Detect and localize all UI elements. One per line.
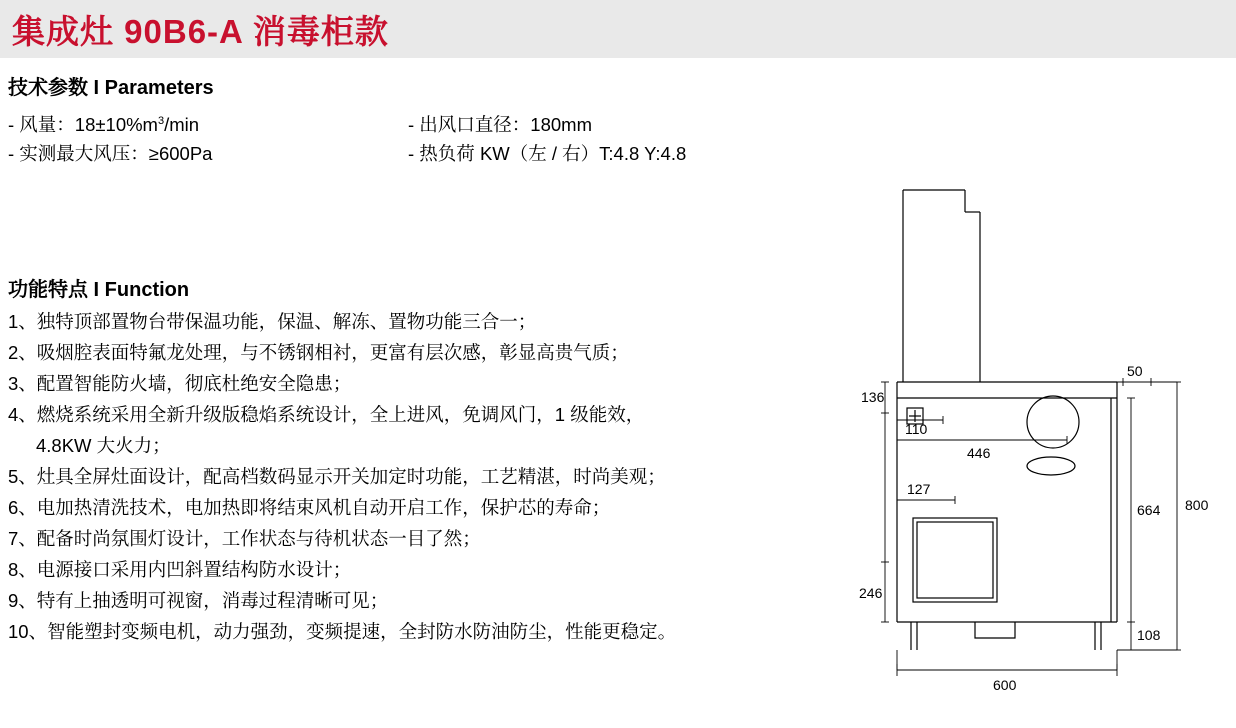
list-item-number: 6、 [8,497,37,518]
list-item [8,616,838,647]
list-item [8,337,838,368]
list-item-number: 4、 [8,404,37,425]
parameters-heading: 技术参数 I Parameters [8,77,214,99]
list-item-number: 2、 [8,342,37,363]
dim-110: 110 [905,421,928,437]
list-item-number: 9、 [8,590,37,611]
function-heading: 功能特点 I Function [8,279,190,301]
param-airflow-unit: /min [164,114,200,135]
dim-246: 246 [859,585,883,601]
page-title: 集成灶 90B6-A 消毒柜款 [12,13,389,50]
list-item [8,399,838,461]
list-item [8,492,838,523]
dim-446: 446 [967,445,991,461]
list-item-text: 电源接口采用内凹斜置结构防水设计； [36,559,352,580]
dim-800: 800 [1185,497,1209,513]
list-item [8,585,838,616]
param-airflow [8,111,199,137]
technical-drawing [855,170,1230,700]
list-item-number: 1、 [8,311,37,332]
list-item-text: 配备时尚氛围灯设计，工作状态与待机状态一目了然； [36,528,481,549]
list-item [8,461,838,492]
title-bar [0,0,1236,58]
list-item-text: 燃烧系统采用全新升级版稳焰系统设计，全上进风，免调风门，1 级能效， [36,404,645,425]
dim-136: 136 [861,389,885,405]
param-max-pressure: - 实测最大风压：≥600Pa [8,143,213,164]
list-item [8,554,838,585]
list-item-text: 特有上抽透明可视窗，消毒过程清晰可见； [36,590,389,611]
dim-664: 664 [1137,502,1161,518]
param-airflow-superscript: 3 [157,114,165,127]
list-item-text-continued: 4.8KW 大火力； [36,435,171,456]
dim-600: 600 [993,677,1017,693]
list-item-text: 电加热清洗技术，电加热即将结束风机自动开启工作，保护芯的寿命； [36,497,611,518]
list-item [8,306,838,337]
list-item-number: 7、 [8,528,37,549]
list-item-text: 独特顶部置物台带保温功能，保温、解冻、置物功能三合一； [36,311,537,332]
list-item-number: 3、 [8,373,37,394]
dim-50: 50 [1127,363,1143,379]
dim-108: 108 [1137,627,1161,643]
dim-127: 127 [907,481,931,497]
function-list [8,306,838,647]
param-heat-load: - 热负荷 KW（左 / 右）T:4.8 Y:4.8 [408,143,687,164]
list-item-number: 5、 [8,466,37,487]
list-item-text: 配置智能防火墙，彻底杜绝安全隐患； [36,373,352,394]
list-item-text: 灶具全屏灶面设计，配高档数码显示开关加定时功能，工艺精湛，时尚美观； [36,466,666,487]
param-outlet-diameter: - 出风口直径：180mm [408,114,592,135]
list-item [8,368,838,399]
list-item-number: 10、 [8,621,48,642]
param-airflow-label: - 风量：18±10%m [8,114,158,135]
list-item-text: 智能塑封变频电机，动力强劲，变频提速，全封防水防油防尘，性能更稳定。 [47,621,677,642]
list-item-text: 吸烟腔表面特氟龙处理，与不锈钢相衬，更富有层次感，彰显高贵气质； [36,342,629,363]
list-item-number: 8、 [8,559,37,580]
list-item [8,523,838,554]
